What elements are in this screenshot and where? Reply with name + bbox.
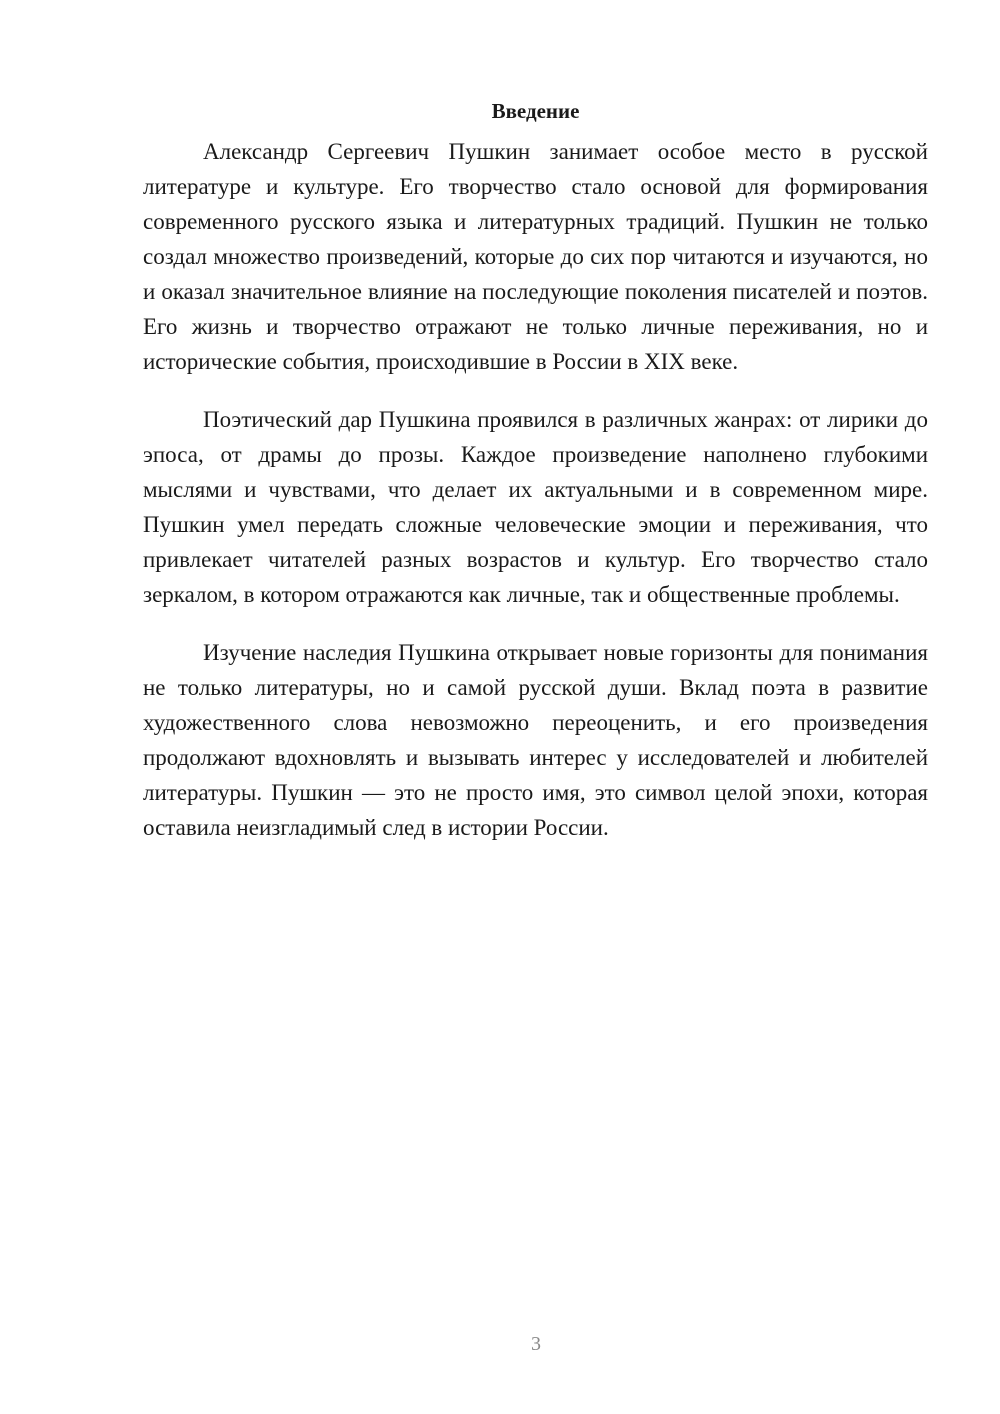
paragraph-legacy: Изучение наследия Пушкина открывает новые горизонты для понимания не только литературы, но и самой русской души. Вклад поэта в развитие художественного слова невозможно переоценить, и его произведения продолжают вдохновлять и вызывать интерес у исследователей и любителей литературы. Пушкин — это не просто имя, это символ целой эпохи, которая оставила неизгладимый след в истории России. <box>143 640 928 840</box>
paragraph-poetic-gift: Поэтический дар Пушкина проявился в различных жанрах: от лирики до эпоса, от драмы до прозы. Каждое произведение наполнено глубокими мыслями и чувствами, что делает их актуальными и в современном мире. Пушкин умел передать сложные человеческие эмоции и переживания, что привлекает читателей разных возрастов и культур. Его творчество стало зеркалом, в котором отражаются как личные, так и общественные проблемы. <box>143 407 928 607</box>
page-number: 3 <box>531 1333 541 1355</box>
paragraph-intro: Александр Сергеевич Пушкин занимает особое место в русской литературе и культуре. Его творчество стало основой для формирования современного русского языка и литературных традиций. Пушкин не только создал множество произведений, которые до сих пор читаются и изучаются, но и оказал значительное влияние на последующие поколения писателей и поэтов. Его жизнь и творчество отражают не только личные переживания, но и исторические события, происходившие в России в XIX веке. <box>143 139 928 374</box>
section-title: Введение <box>491 99 580 123</box>
page-content <box>143 92 928 868</box>
